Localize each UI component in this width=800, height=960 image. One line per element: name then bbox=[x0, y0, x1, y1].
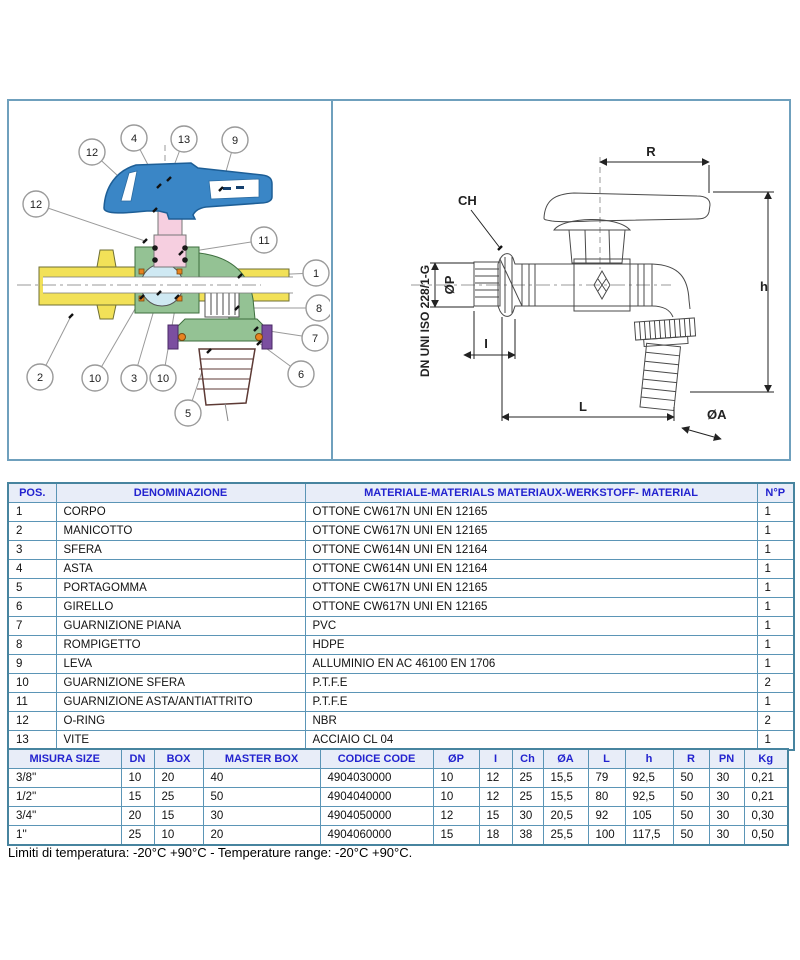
svg-text:9: 9 bbox=[231, 135, 239, 147]
lever-part bbox=[104, 163, 272, 219]
column-header: PN bbox=[709, 749, 744, 769]
column-header: Kg bbox=[744, 749, 788, 769]
table-cell: 15 bbox=[121, 788, 154, 807]
table-cell: GIRELLO bbox=[56, 598, 305, 617]
table-cell: 12 bbox=[479, 788, 512, 807]
table-row bbox=[8, 788, 788, 807]
table-cell: 79 bbox=[588, 769, 625, 788]
header-row bbox=[8, 749, 788, 769]
table-cell: ROMPIGETTO bbox=[56, 636, 305, 655]
table-cell: 1 bbox=[757, 598, 794, 617]
table-cell: 25 bbox=[512, 769, 543, 788]
table-cell: 30 bbox=[709, 769, 744, 788]
svg-text:8: 8 bbox=[315, 303, 323, 315]
table-row bbox=[8, 769, 788, 788]
callout bbox=[303, 260, 329, 286]
callout bbox=[251, 227, 277, 253]
callout bbox=[121, 125, 147, 151]
table-row bbox=[8, 693, 794, 712]
table-cell: 2 bbox=[757, 674, 794, 693]
svg-text:10: 10 bbox=[156, 373, 170, 385]
table-cell: GUARNIZIONE PIANA bbox=[56, 617, 305, 636]
table-row bbox=[8, 541, 794, 560]
callout bbox=[171, 126, 197, 152]
table-cell: 0,21 bbox=[744, 788, 788, 807]
table-cell: 1 bbox=[757, 579, 794, 598]
table-cell: 4904050000 bbox=[320, 807, 433, 826]
table-cell: 1'' bbox=[8, 826, 121, 846]
table-cell: 10 bbox=[433, 769, 479, 788]
table-cell: 18 bbox=[479, 826, 512, 846]
table-cell: 50 bbox=[673, 807, 709, 826]
table-cell: 8 bbox=[8, 636, 56, 655]
svg-text:12: 12 bbox=[85, 147, 99, 159]
table-cell: 117,5 bbox=[625, 826, 673, 846]
table-row bbox=[8, 826, 788, 846]
callout bbox=[82, 365, 108, 391]
table-cell: GUARNIZIONE ASTA/ANTIATTRITO bbox=[56, 693, 305, 712]
table-cell: 0,50 bbox=[744, 826, 788, 846]
table-cell: PVC bbox=[305, 617, 757, 636]
callout bbox=[150, 365, 176, 391]
table-cell: 20 bbox=[203, 826, 320, 846]
table-cell: 1 bbox=[757, 503, 794, 522]
table-cell: 13 bbox=[8, 731, 56, 751]
table-cell: P.T.F.E bbox=[305, 674, 757, 693]
svg-text:10: 10 bbox=[88, 373, 102, 385]
svg-text:7: 7 bbox=[311, 333, 319, 345]
callout bbox=[23, 191, 49, 217]
svg-text:4: 4 bbox=[130, 133, 138, 145]
callout bbox=[288, 361, 314, 387]
table-cell: 1 bbox=[757, 731, 794, 751]
table-cell: 4 bbox=[8, 560, 56, 579]
callout bbox=[302, 325, 328, 351]
table-cell: 1/2'' bbox=[8, 788, 121, 807]
table-cell: 15 bbox=[433, 826, 479, 846]
table-cell: 30 bbox=[709, 788, 744, 807]
table-cell: 25 bbox=[512, 788, 543, 807]
table-cell: MANICOTTO bbox=[56, 522, 305, 541]
svg-text:12: 12 bbox=[29, 199, 43, 211]
table-cell: 3 bbox=[8, 541, 56, 560]
table-cell: 30 bbox=[709, 826, 744, 846]
table-cell: SFERA bbox=[56, 541, 305, 560]
dim-label-op: ØP bbox=[442, 275, 457, 295]
dimension-panel bbox=[332, 99, 791, 461]
table-cell: P.T.F.E bbox=[305, 693, 757, 712]
table-cell: 3/4'' bbox=[8, 807, 121, 826]
svg-text:2: 2 bbox=[36, 372, 44, 384]
dimensions bbox=[418, 144, 774, 439]
table-cell: 1 bbox=[757, 560, 794, 579]
table-row bbox=[8, 503, 794, 522]
column-header: ØP bbox=[433, 749, 479, 769]
dim-label-ch: CH bbox=[458, 193, 477, 208]
table-cell: 80 bbox=[588, 788, 625, 807]
table-cell: 20 bbox=[121, 807, 154, 826]
table-cell: O-RING bbox=[56, 712, 305, 731]
table-cell: 1 bbox=[757, 655, 794, 674]
column-header: ØA bbox=[543, 749, 588, 769]
thread-spec-label: DN UNI ISO 228/1-G bbox=[418, 264, 432, 377]
table-row bbox=[8, 712, 794, 731]
table-cell: HDPE bbox=[305, 636, 757, 655]
diagram-area bbox=[7, 99, 791, 461]
table-cell: 1 bbox=[757, 541, 794, 560]
cross-section-drawing bbox=[9, 101, 330, 459]
table-cell: 1 bbox=[757, 636, 794, 655]
svg-text:11: 11 bbox=[258, 235, 270, 247]
svg-text:13: 13 bbox=[177, 134, 191, 146]
svg-text:1: 1 bbox=[312, 268, 320, 280]
callout bbox=[306, 295, 330, 321]
table-row bbox=[8, 560, 794, 579]
table-row bbox=[8, 636, 794, 655]
table-row bbox=[8, 598, 794, 617]
dim-label-r: R bbox=[646, 144, 656, 159]
callout bbox=[175, 400, 201, 426]
table-cell: 2 bbox=[757, 712, 794, 731]
table-cell: ASTA bbox=[56, 560, 305, 579]
table-row bbox=[8, 807, 788, 826]
table-cell: 30 bbox=[709, 807, 744, 826]
column-header: MISURA SIZE bbox=[8, 749, 121, 769]
table-cell: OTTONE CW617N UNI EN 12165 bbox=[305, 522, 757, 541]
table-cell: 12 bbox=[479, 769, 512, 788]
tap-outline bbox=[474, 193, 710, 411]
table-cell: 5 bbox=[8, 579, 56, 598]
table-cell: ACCIAIO CL 04 bbox=[305, 731, 757, 751]
table-cell: 15,5 bbox=[543, 788, 588, 807]
table-cell: 4904040000 bbox=[320, 788, 433, 807]
table-cell: 25,5 bbox=[543, 826, 588, 846]
table-row bbox=[8, 579, 794, 598]
jet-breaker-part bbox=[205, 291, 239, 317]
table-row bbox=[8, 617, 794, 636]
dim-label-l: L bbox=[579, 399, 587, 414]
table-cell: GUARNIZIONE SFERA bbox=[56, 674, 305, 693]
table-cell: 50 bbox=[203, 788, 320, 807]
table-cell: PORTAGOMMA bbox=[56, 579, 305, 598]
table-cell: 92,5 bbox=[625, 769, 673, 788]
table-cell: 25 bbox=[154, 788, 203, 807]
column-header: DENOMINAZIONE bbox=[56, 483, 305, 503]
table-cell: 7 bbox=[8, 617, 56, 636]
dim-label-h: h bbox=[760, 279, 768, 294]
column-header: Ch bbox=[512, 749, 543, 769]
callout bbox=[79, 139, 105, 165]
table-cell: 12 bbox=[8, 712, 56, 731]
table-cell: 40 bbox=[203, 769, 320, 788]
column-header: N°P bbox=[757, 483, 794, 503]
callout bbox=[121, 365, 147, 391]
dim-label-oa: ØA bbox=[707, 407, 727, 422]
table-cell: 15 bbox=[479, 807, 512, 826]
callout bbox=[27, 364, 53, 390]
column-header: POS. bbox=[8, 483, 56, 503]
svg-text:3: 3 bbox=[130, 373, 138, 385]
svg-text:6: 6 bbox=[297, 369, 305, 381]
dim-label-i: I bbox=[484, 336, 488, 351]
temperature-range-note: Limiti di temperatura: -20°C +90°C - Temperature range: -20°C +90°C. bbox=[8, 845, 413, 860]
table-cell: 20 bbox=[154, 769, 203, 788]
column-header: CODICE CODE bbox=[320, 749, 433, 769]
column-header: MATERIALE-MATERIALS MATERIAUX-WERKSTOFF- MATERIAL bbox=[305, 483, 757, 503]
table-row bbox=[8, 674, 794, 693]
table-cell: OTTONE CW617N UNI EN 12165 bbox=[305, 598, 757, 617]
table-cell: LEVA bbox=[56, 655, 305, 674]
table-cell: 30 bbox=[512, 807, 543, 826]
table-cell: 4904060000 bbox=[320, 826, 433, 846]
table-row bbox=[8, 522, 794, 541]
table-cell: 10 bbox=[433, 788, 479, 807]
table-cell: VITE bbox=[56, 731, 305, 751]
dimension-drawing bbox=[333, 101, 788, 459]
svg-text:5: 5 bbox=[184, 408, 192, 420]
table-cell: 15,5 bbox=[543, 769, 588, 788]
table-cell: CORPO bbox=[56, 503, 305, 522]
table-row bbox=[8, 655, 794, 674]
table-cell: 38 bbox=[512, 826, 543, 846]
table-cell: 10 bbox=[121, 769, 154, 788]
sizes-table bbox=[7, 748, 789, 846]
table-cell: 105 bbox=[625, 807, 673, 826]
table-cell: 6 bbox=[8, 598, 56, 617]
table-cell: 1 bbox=[757, 617, 794, 636]
table-cell: 25 bbox=[121, 826, 154, 846]
table-cell: 20,5 bbox=[543, 807, 588, 826]
table-cell: ALLUMINIO EN AC 46100 EN 1706 bbox=[305, 655, 757, 674]
table-cell: OTTONE CW617N UNI EN 12165 bbox=[305, 503, 757, 522]
table-cell: NBR bbox=[305, 712, 757, 731]
table-cell: 50 bbox=[673, 769, 709, 788]
table-cell: 100 bbox=[588, 826, 625, 846]
cross-section-panel bbox=[7, 99, 332, 461]
materials-table bbox=[7, 482, 795, 751]
table-cell: 10 bbox=[8, 674, 56, 693]
table-cell: OTTONE CW614N UNI EN 12164 bbox=[305, 560, 757, 579]
column-header: h bbox=[625, 749, 673, 769]
table-cell: 15 bbox=[154, 807, 203, 826]
header-row bbox=[8, 483, 794, 503]
table-cell: 10 bbox=[154, 826, 203, 846]
column-header: MASTER BOX bbox=[203, 749, 320, 769]
column-header: I bbox=[479, 749, 512, 769]
column-header: R bbox=[673, 749, 709, 769]
table-cell: 4904030000 bbox=[320, 769, 433, 788]
table-cell: 12 bbox=[433, 807, 479, 826]
table-cell: 3/8'' bbox=[8, 769, 121, 788]
table-cell: 0,21 bbox=[744, 769, 788, 788]
table-cell: OTTONE CW614N UNI EN 12164 bbox=[305, 541, 757, 560]
table-cell: 50 bbox=[673, 826, 709, 846]
table-cell: 1 bbox=[757, 693, 794, 712]
table-cell: 1 bbox=[8, 503, 56, 522]
column-header: BOX bbox=[154, 749, 203, 769]
callout bbox=[222, 127, 248, 153]
column-header: DN bbox=[121, 749, 154, 769]
column-header: L bbox=[588, 749, 625, 769]
table-cell: 92,5 bbox=[625, 788, 673, 807]
table-cell: 30 bbox=[203, 807, 320, 826]
hose-barb-part bbox=[197, 349, 255, 421]
table-cell: 11 bbox=[8, 693, 56, 712]
table-cell: 50 bbox=[673, 788, 709, 807]
table-cell: 9 bbox=[8, 655, 56, 674]
table-cell: 0,30 bbox=[744, 807, 788, 826]
table-cell: OTTONE CW617N UNI EN 12165 bbox=[305, 579, 757, 598]
table-cell: 92 bbox=[588, 807, 625, 826]
table-cell: 2 bbox=[8, 522, 56, 541]
table-cell: 1 bbox=[757, 522, 794, 541]
